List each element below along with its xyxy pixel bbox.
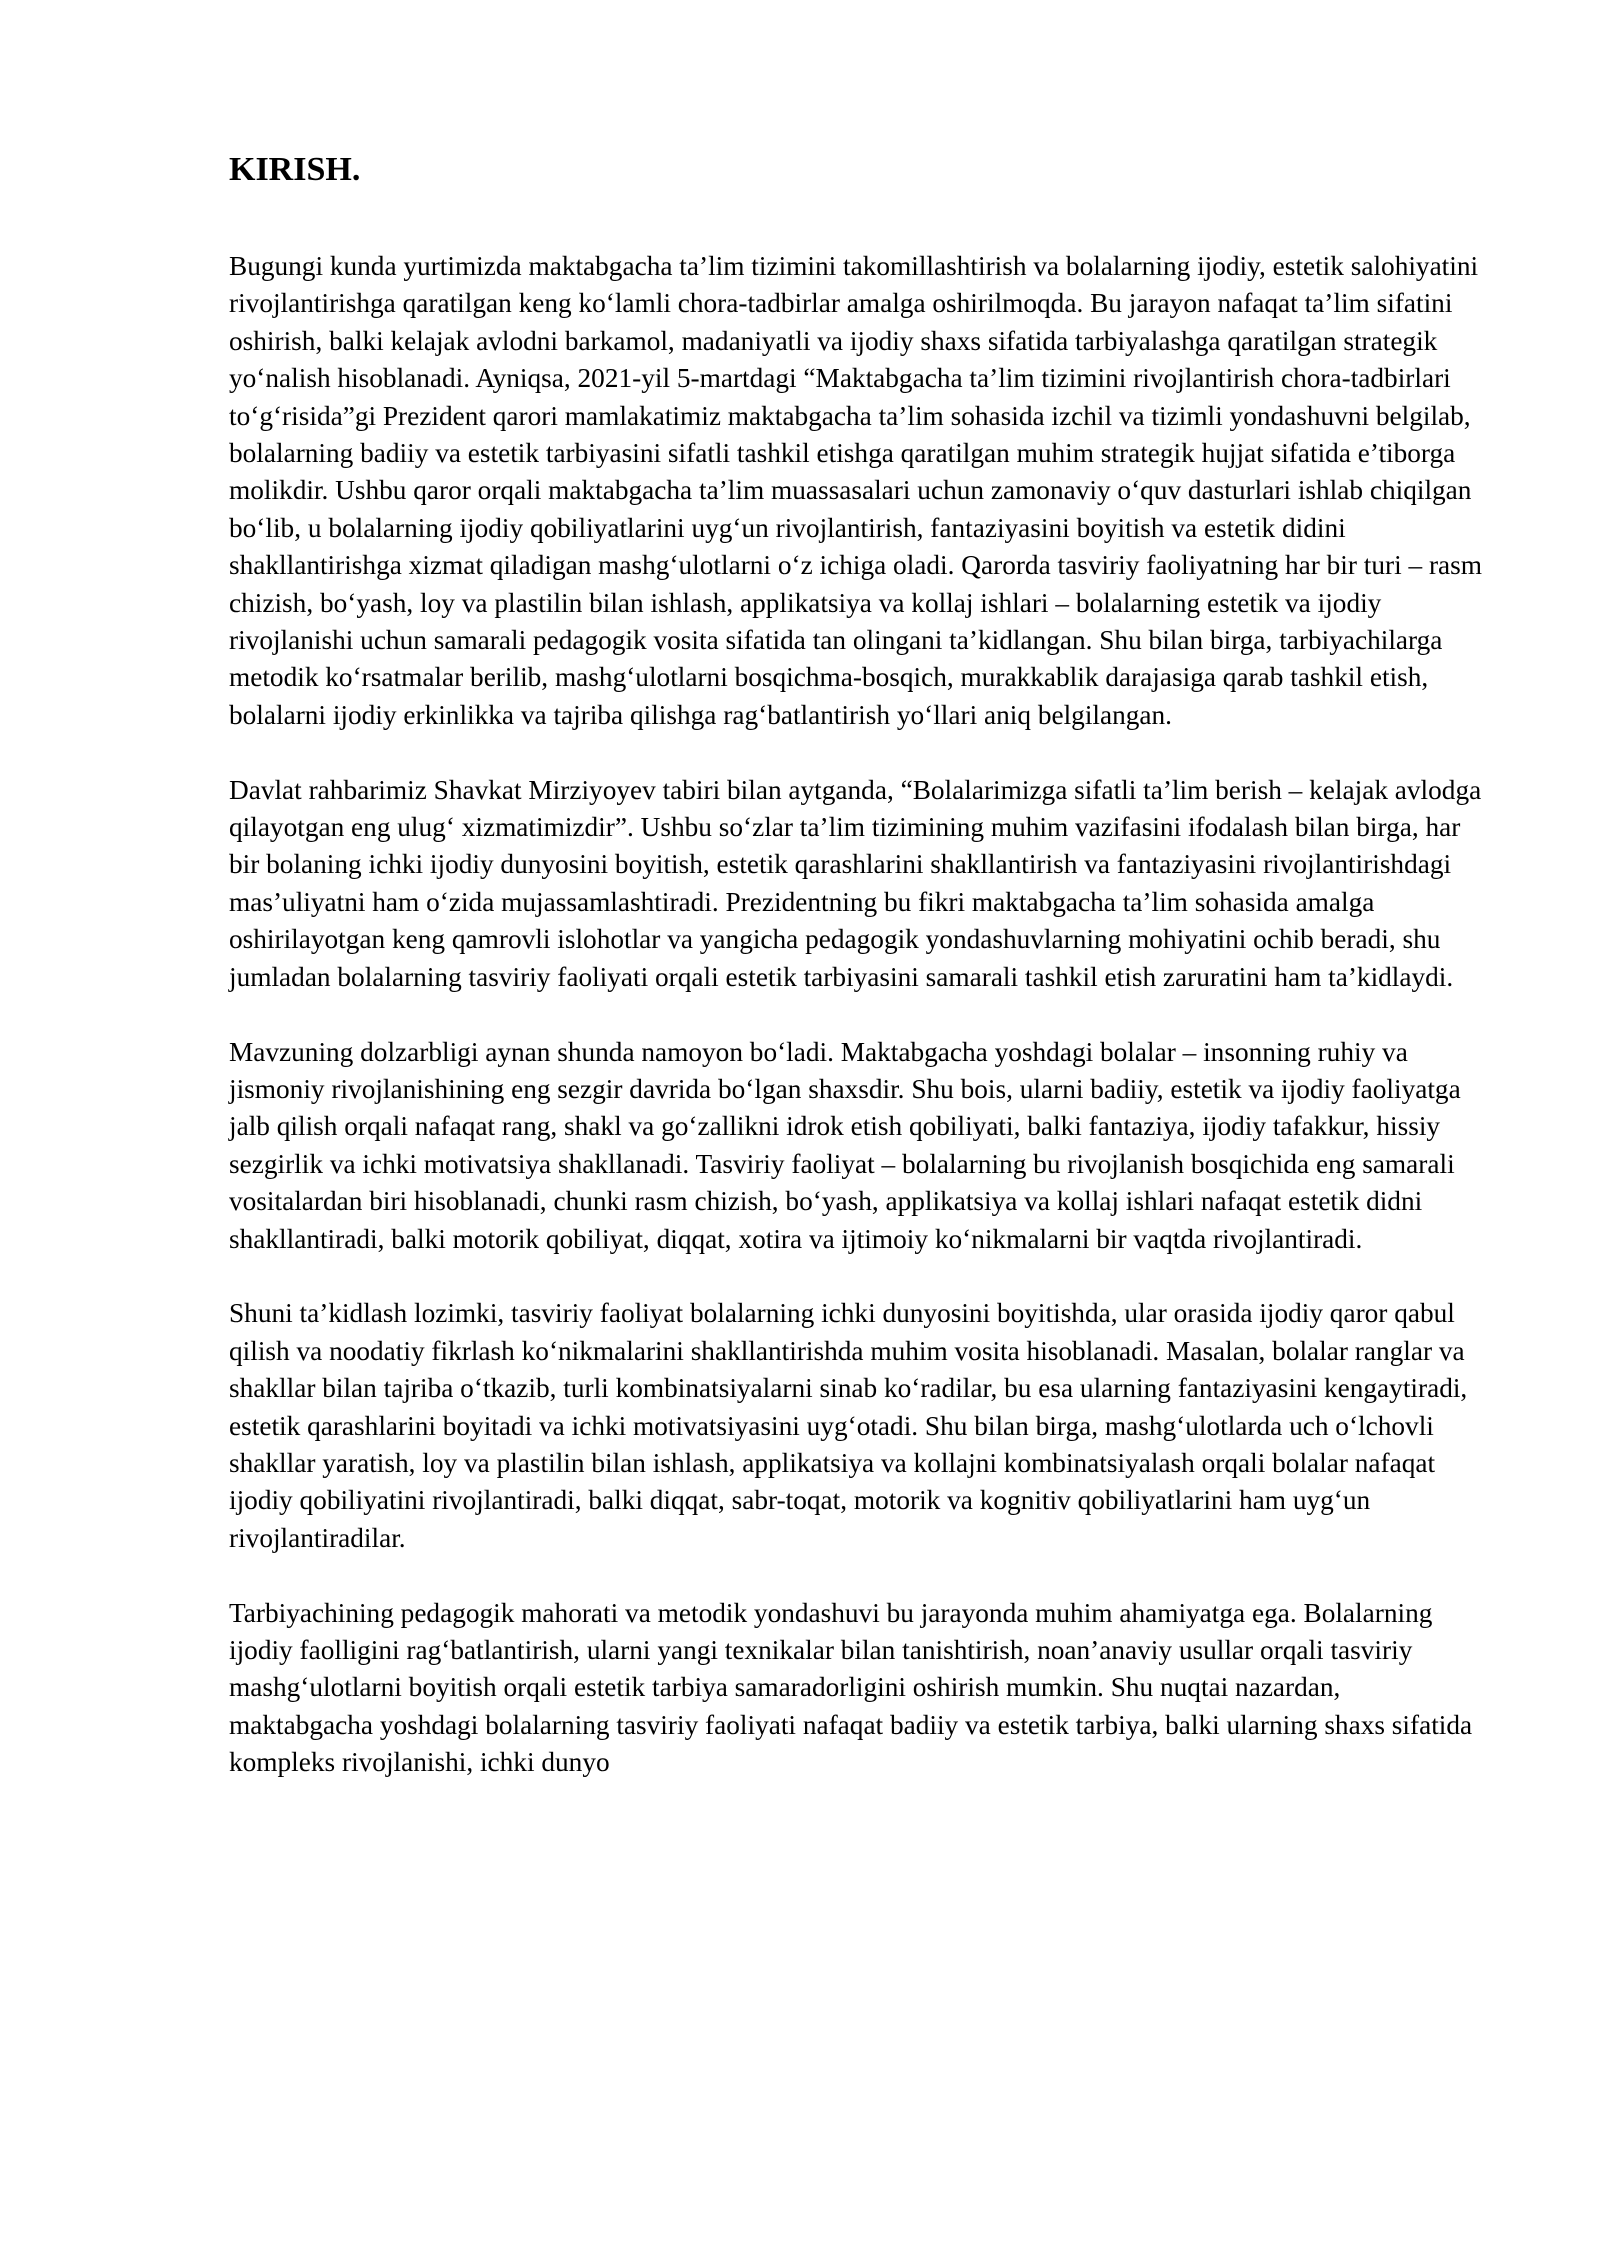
paragraph-1: Bugungi kunda yurtimizda maktabgacha ta’lim tizimini takomillashtirish va bolalarning ijodiy, estetik salohiyatini rivojlantirishga qaratilgan keng ko‘lamli chora-tadbirlar amalga oshirilmoqda. Bu jarayon nafaqat ta’lim sifatini oshirish, balki kelajak avlodni barkamol, madaniyatli va ijodiy shaxs sifatida tarbiyalashga qaratilgan strategik yo‘nalish hisoblanadi. Ayniqsa, 2021-yil 5-martdagi “Maktabgacha ta’lim tizimini rivojlantirish chora-tadbirlari to‘g‘risida”gi Prezident qarori mamlakatimiz maktabgacha ta’lim sohasida izchil va tizimli yondashuvni belgilab, bolalarning badiiy va estetik tarbiyasini sifatli tashkil etishga qaratilgan muhim strategik hujjat sifatida e’tiborga molikdir. Ushbu qaror orqali maktabgacha ta’lim muassasalari uchun zamonaviy o‘quv dasturlari ishlab chiqilgan bo‘lib, u bolalarning ijodiy qobiliyatlarini uyg‘un rivojlantirish, fantaziyasini boyitish va estetik didini shakllantirishga xizmat qiladigan mashg‘ulotlarni o‘z ichiga oladi. Qarorda tasviriy faoliyatning har bir turi – rasm chizish, bo‘yash, loy va plastilin bilan ishlash, applikatsiya va kollaj ishlari – bolalarning estetik va ijodiy rivojlanishi uchun samarali pedagogik vosita sifatida tan olingani ta’kidlangan. Shu bilan birga, tarbiyachilarga metodik ko‘rsatmalar berilib, mashg‘ulotlarni bosqichma-bosqich, murakkablik darajasiga qarab tashkil etish, bolalarni ijodiy erkinlikka va tajriba qilishga rag‘batlantirish yo‘llari aniq belgilangan. [229, 251, 1483, 730]
paragraph-4: Shuni ta’kidlash lozimki, tasviriy faoliyat bolalarning ichki dunyosini boyitishda, ular orasida ijodiy qaror qabul qilish va noodatiy fikrlash ko‘nikmalarini shakllantirishda muhim vosita hisoblanadi. Masalan, bolalar ranglar va shakllar bilan tajriba o‘tkazib, turli kombinatsiyalarni sinab ko‘radilar, bu esa ularning fantaziyasini kengaytiradi, estetik qarashlarini boyitadi va ichki motivatsiyasini uyg‘otadi. Shu bilan birga, mashg‘ulotlarda uch o‘lchovli shakllar yaratish, loy va plastilin bilan ishlash, applikatsiya va kollajni kombinatsiyalash orqali bolalar nafaqat ijodiy qobiliyatini rivojlantiradi, balki diqqat, sabr-toqat, motorik va kognitiv qobiliyatlarini ham uyg‘un rivojlantiradilar. [229, 1298, 1468, 1553]
document-page [229, 150, 1491, 1819]
paragraph-2: Davlat rahbarimiz Shavkat Mirziyoyev tabiri bilan aytganda, “Bolalarimizga sifatli ta’lim berish – kelajak avlodga qilayotgan eng ulug‘ xizmatimizdir”. Ushbu so‘zlar ta’lim tizimining muhim vazifasini ifodalash bilan birga, har bir bolaning ichki ijodiy dunyosini boyitish, estetik qarashlarini shakllantirish va fantaziyasini rivojlantirishdagi mas’uliyatni ham o‘zida mujassamlashtiradi. Prezidentning bu fikri maktabgacha ta’lim sohasida amalga oshirilayotgan keng qamrovli islohotlar va yangicha pedagogik yondashuvlarning mohiyatini ochib beradi, shu jumladan bolalarning tasviriy faoliyati orqali estetik tarbiyasini samarali tashkil etish zaruratini ham ta’kidlaydi. [229, 774, 1482, 992]
section-heading: KIRISH. [229, 151, 361, 188]
paragraph-3: Mavzuning dolzarbligi aynan shunda namoyon bo‘ladi. Maktabgacha yoshdagi bolalar – insonning ruhiy va jismoniy rivojlanishining eng sezgir davrida bo‘lgan shaxsdir. Shu bois, ularni badiiy, estetik va ijodiy faoliyatga jalb qilish orqali nafaqat rang, shakl va go‘zallikni idrok etish qobiliyati, balki fantaziya, ijodiy tafakkur, hissiy sezgirlik va ichki motivatsiya shakllanadi. Tasviriy faoliyat – bolalarning bu rivojlanish bosqichida eng samarali vositalardan biri hisoblanadi, chunki rasm chizish, bo‘yash, applikatsiya va kollaj ishlari nafaqat estetik didni shakllantiradi, balki motorik qobiliyat, diqqat, xotira va ijtimoiy ko‘nikmalarni bir vaqtda rivojlantiradi. [229, 1036, 1461, 1254]
paragraph-5: Tarbiyachining pedagogik mahorati va metodik yondashuvi bu jarayonda muhim ahamiyatga ega. Bolalarning ijodiy faolligini rag‘batlantirish, ularni yangi texnikalar bilan tanishtirish, noan’anaviy usullar orqali tasviriy mashg‘ulotlarni boyitish orqali estetik tarbiya samaradorligini oshirish mumkin. Shu nuqtai nazardan, maktabgacha yoshdagi bolalarning tasviriy faoliyati nafaqat badiiy va estetik tarbiya, balki ularning shaxs sifatida kompleks rivojlanishi, ichki dunyo [229, 1597, 1473, 1778]
